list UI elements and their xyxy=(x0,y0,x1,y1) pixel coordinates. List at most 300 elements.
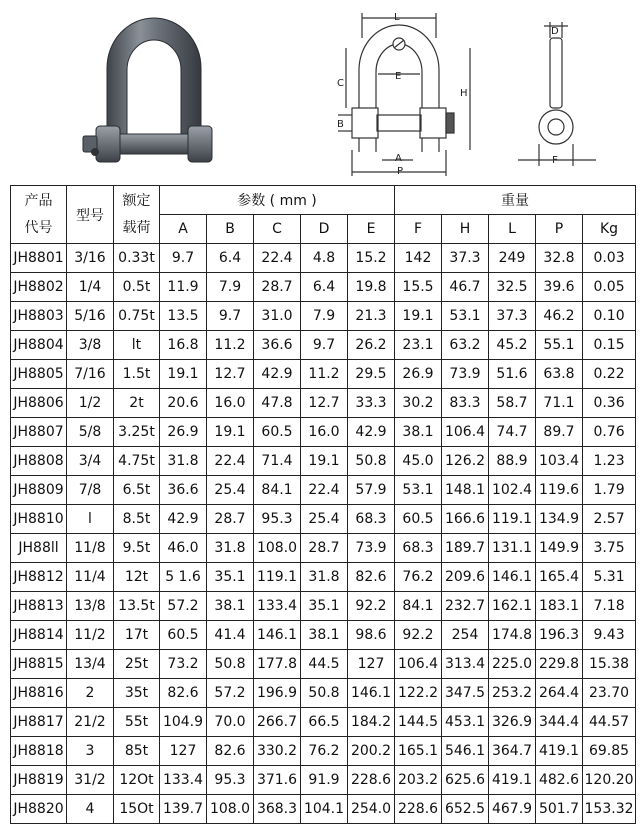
table-cell: 0.76 xyxy=(583,418,636,447)
table-cell: 344.4 xyxy=(536,708,583,737)
table-row xyxy=(11,563,636,592)
table-cell: 20.6 xyxy=(160,389,207,418)
header-rated-load: 额定 载荷 xyxy=(114,186,160,244)
table-cell: 1/4 xyxy=(67,273,114,302)
table-cell: 2 xyxy=(67,679,114,708)
table-cell: 22.4 xyxy=(254,244,301,273)
table-cell: 84.1 xyxy=(395,592,442,621)
table-row xyxy=(11,708,636,737)
table-cell: 8.5t xyxy=(114,505,160,534)
table-cell: 82.6 xyxy=(348,563,395,592)
header-weight-group: 重量 xyxy=(395,186,636,215)
table-cell: 36.6 xyxy=(160,476,207,505)
table-cell: 0.22 xyxy=(583,360,636,389)
table-cell: 42.9 xyxy=(254,360,301,389)
table-cell: 16.0 xyxy=(301,418,348,447)
table-cell: 9.7 xyxy=(160,244,207,273)
table-cell: 15Ot xyxy=(114,795,160,824)
table-cell: 85t xyxy=(114,737,160,766)
table-cell: 253.2 xyxy=(489,679,536,708)
table-row xyxy=(11,592,636,621)
table-cell: 11/8 xyxy=(67,534,114,563)
table-row xyxy=(11,505,636,534)
table-cell: JH8801 xyxy=(11,244,67,273)
table-cell: 44.5 xyxy=(301,650,348,679)
table-cell: 11/4 xyxy=(67,563,114,592)
table-cell: 82.6 xyxy=(160,679,207,708)
table-cell: 92.2 xyxy=(395,621,442,650)
table-cell: 21.3 xyxy=(348,302,395,331)
table-cell: 7.18 xyxy=(583,592,636,621)
table-cell: 73.2 xyxy=(160,650,207,679)
table-cell: 203.2 xyxy=(395,766,442,795)
table-cell: 37.3 xyxy=(442,244,489,273)
table-cell: lt xyxy=(114,331,160,360)
table-cell: 11/2 xyxy=(67,621,114,650)
table-cell: 45.2 xyxy=(489,331,536,360)
table-row xyxy=(11,302,636,331)
table-cell: 482.6 xyxy=(536,766,583,795)
table-cell: 119.6 xyxy=(536,476,583,505)
table-cell: 50.8 xyxy=(348,447,395,476)
table-cell: 38.1 xyxy=(395,418,442,447)
table-cell: 44.57 xyxy=(583,708,636,737)
table-cell: 142 xyxy=(395,244,442,273)
dim-label-d: D xyxy=(551,26,559,37)
table-cell: JH8819 xyxy=(11,766,67,795)
table-cell: 2.57 xyxy=(583,505,636,534)
table-cell: 184.2 xyxy=(348,708,395,737)
table-cell: 71.1 xyxy=(536,389,583,418)
table-cell: 165.1 xyxy=(395,737,442,766)
table-cell: 68.3 xyxy=(395,534,442,563)
table-cell: JH8802 xyxy=(11,273,67,302)
table-cell: 41.4 xyxy=(207,621,254,650)
table-cell: 23.70 xyxy=(583,679,636,708)
table-cell: 47.8 xyxy=(254,389,301,418)
dim-label-c: C xyxy=(337,78,344,89)
table-cell: 91.9 xyxy=(301,766,348,795)
table-cell: 50.8 xyxy=(301,679,348,708)
header-col-c: C xyxy=(254,215,301,244)
table-cell: 89.7 xyxy=(536,418,583,447)
table-cell: 120.20 xyxy=(583,766,636,795)
table-cell: 1.5t xyxy=(114,360,160,389)
table-cell: l xyxy=(67,505,114,534)
table-cell: 9.43 xyxy=(583,621,636,650)
table-cell: 9.5t xyxy=(114,534,160,563)
table-cell: JH8807 xyxy=(11,418,67,447)
table-cell: 42.9 xyxy=(160,505,207,534)
table-cell: 46.7 xyxy=(442,273,489,302)
table-cell: 22.4 xyxy=(301,476,348,505)
table-cell: 103.4 xyxy=(536,447,583,476)
table-cell: 69.85 xyxy=(583,737,636,766)
table-cell: JH8815 xyxy=(11,650,67,679)
table-cell: 264.4 xyxy=(536,679,583,708)
dim-label-e: E xyxy=(395,71,402,82)
table-cell: 19.1 xyxy=(207,418,254,447)
table-row xyxy=(11,273,636,302)
header-col-kg: Kg xyxy=(583,215,636,244)
table-cell: 139.7 xyxy=(160,795,207,824)
table-cell: 12.7 xyxy=(301,389,348,418)
table-cell: 55t xyxy=(114,708,160,737)
table-row xyxy=(11,389,636,418)
table-cell: 71.4 xyxy=(254,447,301,476)
table-cell: 0.03 xyxy=(583,244,636,273)
table-cell: 13/4 xyxy=(67,650,114,679)
table-cell: 31.8 xyxy=(207,534,254,563)
table-cell: 53.1 xyxy=(442,302,489,331)
table-cell: 15.5 xyxy=(395,273,442,302)
table-cell: 6.4 xyxy=(207,244,254,273)
table-cell: 371.6 xyxy=(254,766,301,795)
table-cell: 25.4 xyxy=(207,476,254,505)
table-cell: JH8809 xyxy=(11,476,67,505)
table-cell: 46.2 xyxy=(536,302,583,331)
table-cell: 0.33t xyxy=(114,244,160,273)
table-cell: 119.1 xyxy=(254,563,301,592)
table-cell: 57.2 xyxy=(207,679,254,708)
table-row xyxy=(11,476,636,505)
table-cell: 126.2 xyxy=(442,447,489,476)
table-cell: 21/2 xyxy=(67,708,114,737)
header-params-group: 参数 ( mm ) xyxy=(160,186,395,215)
table-cell: JH8810 xyxy=(11,505,67,534)
table-cell: 266.7 xyxy=(254,708,301,737)
table-cell: 26.9 xyxy=(395,360,442,389)
table-cell: 12.7 xyxy=(207,360,254,389)
table-cell: 15.2 xyxy=(348,244,395,273)
table-cell: 19.8 xyxy=(348,273,395,302)
table-cell: 66.5 xyxy=(301,708,348,737)
table-cell: 5/8 xyxy=(67,418,114,447)
table-cell: 0.5t xyxy=(114,273,160,302)
table-row xyxy=(11,737,636,766)
table-cell: 68.3 xyxy=(348,505,395,534)
table-cell: 254 xyxy=(442,621,489,650)
table-cell: JH8817 xyxy=(11,708,67,737)
table-cell: 368.3 xyxy=(254,795,301,824)
table-cell: 13.5t xyxy=(114,592,160,621)
table-cell: JH8808 xyxy=(11,447,67,476)
table-cell: 3.25t xyxy=(114,418,160,447)
header-col-l: L xyxy=(489,215,536,244)
table-cell: 1.79 xyxy=(583,476,636,505)
table-cell: 104.9 xyxy=(160,708,207,737)
table-cell: 9.7 xyxy=(301,331,348,360)
table-cell: 73.9 xyxy=(348,534,395,563)
table-cell: 3.75 xyxy=(583,534,636,563)
table-cell: 127 xyxy=(160,737,207,766)
table-cell: 26.2 xyxy=(348,331,395,360)
table-cell: 133.4 xyxy=(160,766,207,795)
table-cell: JH8804 xyxy=(11,331,67,360)
table-cell: 3/4 xyxy=(67,447,114,476)
table-cell: 17t xyxy=(114,621,160,650)
table-cell: 149.9 xyxy=(536,534,583,563)
table-cell: 6.5t xyxy=(114,476,160,505)
table-cell: 200.2 xyxy=(348,737,395,766)
table-cell: 57.9 xyxy=(348,476,395,505)
table-cell: 31.8 xyxy=(160,447,207,476)
table-row xyxy=(11,418,636,447)
table-cell: 11.9 xyxy=(160,273,207,302)
table-cell: 70.0 xyxy=(207,708,254,737)
table-cell: 5/16 xyxy=(67,302,114,331)
table-cell: 625.6 xyxy=(442,766,489,795)
table-cell: JH8816 xyxy=(11,679,67,708)
table-cell: 38.1 xyxy=(207,592,254,621)
table-cell: 146.1 xyxy=(348,679,395,708)
table-cell: 6.4 xyxy=(301,273,348,302)
table-cell: 652.5 xyxy=(442,795,489,824)
table-cell: 127 xyxy=(348,650,395,679)
table-cell: 174.8 xyxy=(489,621,536,650)
table-cell: 63.8 xyxy=(536,360,583,389)
header-col-e: E xyxy=(348,215,395,244)
table-cell: 134.9 xyxy=(536,505,583,534)
table-cell: JH88ll xyxy=(11,534,67,563)
table-cell: 16.8 xyxy=(160,331,207,360)
table-cell: 73.9 xyxy=(442,360,489,389)
table-cell: 45.0 xyxy=(395,447,442,476)
table-cell: 148.1 xyxy=(442,476,489,505)
dim-label-h: H xyxy=(460,88,468,99)
dimension-drawing-side xyxy=(518,22,596,166)
table-cell: 98.6 xyxy=(348,621,395,650)
table-cell: 25t xyxy=(114,650,160,679)
table-row xyxy=(11,534,636,563)
table-cell: 9.7 xyxy=(207,302,254,331)
table-cell: 7.9 xyxy=(301,302,348,331)
table-cell: 501.7 xyxy=(536,795,583,824)
table-cell: 133.4 xyxy=(254,592,301,621)
table-row xyxy=(11,650,636,679)
table-cell: 347.5 xyxy=(442,679,489,708)
table-cell: 0.36 xyxy=(583,389,636,418)
dim-label-f: F xyxy=(552,155,558,166)
table-body xyxy=(11,244,636,824)
table-cell: 144.5 xyxy=(395,708,442,737)
header-row-1 xyxy=(11,186,636,215)
table-cell: 419.1 xyxy=(536,737,583,766)
table-cell: 33.3 xyxy=(348,389,395,418)
dim-label-l: L xyxy=(394,12,400,23)
table-cell: 60.5 xyxy=(254,418,301,447)
table-cell: JH8803 xyxy=(11,302,67,331)
table-cell: 88.9 xyxy=(489,447,536,476)
table-cell: 0.05 xyxy=(583,273,636,302)
table-cell: 7.9 xyxy=(207,273,254,302)
table-cell: 50.8 xyxy=(207,650,254,679)
header-col-f: F xyxy=(395,215,442,244)
table-row xyxy=(11,244,636,273)
dim-label-b: B xyxy=(337,119,344,130)
table-cell: 95.3 xyxy=(254,505,301,534)
table-cell: 108.0 xyxy=(254,534,301,563)
table-cell: 7/8 xyxy=(67,476,114,505)
table-cell: JH8805 xyxy=(11,360,67,389)
table-cell: 92.2 xyxy=(348,592,395,621)
table-cell: 39.6 xyxy=(536,273,583,302)
table-cell: 183.1 xyxy=(536,592,583,621)
table-cell: 104.1 xyxy=(301,795,348,824)
table-cell: 42.9 xyxy=(348,418,395,447)
table-cell: 5.31 xyxy=(583,563,636,592)
dim-label-p: P xyxy=(397,166,404,177)
table-cell: 95.3 xyxy=(207,766,254,795)
table-cell: 3 xyxy=(67,737,114,766)
table-cell: 153.32 xyxy=(583,795,636,824)
table-cell: 32.5 xyxy=(489,273,536,302)
spec-table xyxy=(10,185,636,824)
table-cell: 4.8 xyxy=(301,244,348,273)
table-cell: 23.1 xyxy=(395,331,442,360)
header-col-h: H xyxy=(442,215,489,244)
table-cell: 467.9 xyxy=(489,795,536,824)
table-cell: 1/2 xyxy=(67,389,114,418)
table-cell: 313.4 xyxy=(442,650,489,679)
table-cell: 249 xyxy=(489,244,536,273)
table-cell: 330.2 xyxy=(254,737,301,766)
table-cell: 25.4 xyxy=(301,505,348,534)
table-row xyxy=(11,766,636,795)
table-cell: 31.0 xyxy=(254,302,301,331)
table-cell: 102.4 xyxy=(489,476,536,505)
table-cell: 177.8 xyxy=(254,650,301,679)
table-cell: 46.0 xyxy=(160,534,207,563)
table-cell: 55.1 xyxy=(536,331,583,360)
table-cell: 51.6 xyxy=(489,360,536,389)
table-cell: 106.4 xyxy=(395,650,442,679)
table-cell: 165.4 xyxy=(536,563,583,592)
header-col-p: P xyxy=(536,215,583,244)
table-cell: 19.1 xyxy=(160,360,207,389)
table-cell: JH8812 xyxy=(11,563,67,592)
table-cell: 3/8 xyxy=(67,331,114,360)
table-cell: 36.6 xyxy=(254,331,301,360)
table-cell: 30.2 xyxy=(395,389,442,418)
table-cell: JH8820 xyxy=(11,795,67,824)
table-cell: 19.1 xyxy=(301,447,348,476)
table-cell: 228.6 xyxy=(348,766,395,795)
table-cell: 19.1 xyxy=(395,302,442,331)
table-cell: 11.2 xyxy=(301,360,348,389)
table-cell: 13.5 xyxy=(160,302,207,331)
table-cell: 326.9 xyxy=(489,708,536,737)
table-cell: 196.9 xyxy=(254,679,301,708)
table-cell: 7/16 xyxy=(67,360,114,389)
table-cell: 28.7 xyxy=(301,534,348,563)
table-cell: 189.7 xyxy=(442,534,489,563)
table-cell: 58.7 xyxy=(489,389,536,418)
table-cell: 225.0 xyxy=(489,650,536,679)
table-cell: 12Ot xyxy=(114,766,160,795)
table-cell: 108.0 xyxy=(207,795,254,824)
table-cell: 4.75t xyxy=(114,447,160,476)
table-row xyxy=(11,360,636,389)
table-cell: 53.1 xyxy=(395,476,442,505)
table-cell: 26.9 xyxy=(160,418,207,447)
table-cell: 254.0 xyxy=(348,795,395,824)
table-cell: 166.6 xyxy=(442,505,489,534)
table-cell: 232.7 xyxy=(442,592,489,621)
table-cell: 131.1 xyxy=(489,534,536,563)
table-cell: 106.4 xyxy=(442,418,489,447)
table-cell: 11.2 xyxy=(207,331,254,360)
table-cell: 162.1 xyxy=(489,592,536,621)
table-cell: 37.3 xyxy=(489,302,536,331)
table-cell: 0.15 xyxy=(583,331,636,360)
table-cell: 146.1 xyxy=(489,563,536,592)
table-cell: 84.1 xyxy=(254,476,301,505)
table-cell: 28.7 xyxy=(254,273,301,302)
table-cell: 31.8 xyxy=(301,563,348,592)
table-cell: 364.7 xyxy=(489,737,536,766)
table-cell: 2t xyxy=(114,389,160,418)
table-cell: 28.7 xyxy=(207,505,254,534)
header-col-b: B xyxy=(207,215,254,244)
table-cell: 228.6 xyxy=(395,795,442,824)
product-figures xyxy=(0,0,641,183)
table-cell: 3/16 xyxy=(67,244,114,273)
table-cell: 146.1 xyxy=(254,621,301,650)
table-cell: 0.75t xyxy=(114,302,160,331)
table-cell: 35.1 xyxy=(301,592,348,621)
table-cell: 83.3 xyxy=(442,389,489,418)
table-cell: 13/8 xyxy=(67,592,114,621)
header-model: 型号 xyxy=(67,186,114,244)
table-cell: 16.0 xyxy=(207,389,254,418)
table-cell: 35t xyxy=(114,679,160,708)
table-cell: 12t xyxy=(114,563,160,592)
shackle-photo xyxy=(83,18,212,162)
table-cell: 209.6 xyxy=(442,563,489,592)
table-cell: JH8813 xyxy=(11,592,67,621)
table-row xyxy=(11,795,636,824)
table-cell: 1.23 xyxy=(583,447,636,476)
dim-label-a: A xyxy=(395,153,402,164)
table-cell: 22.4 xyxy=(207,447,254,476)
table-row xyxy=(11,447,636,476)
table-cell: 60.5 xyxy=(395,505,442,534)
table-cell: 74.7 xyxy=(489,418,536,447)
table-cell: 419.1 xyxy=(489,766,536,795)
dimension-drawing-front xyxy=(338,13,470,176)
table-cell: 15.38 xyxy=(583,650,636,679)
header-col-d: D xyxy=(301,215,348,244)
table-row xyxy=(11,679,636,708)
table-cell: 196.3 xyxy=(536,621,583,650)
header-product-code: 产品 代号 xyxy=(11,186,67,244)
table-cell: 63.2 xyxy=(442,331,489,360)
table-cell: 57.2 xyxy=(160,592,207,621)
table-cell: JH8806 xyxy=(11,389,67,418)
table-cell: 35.1 xyxy=(207,563,254,592)
table-row xyxy=(11,331,636,360)
table-cell: 546.1 xyxy=(442,737,489,766)
table-cell: 119.1 xyxy=(489,505,536,534)
table-cell: 122.2 xyxy=(395,679,442,708)
table-cell: 82.6 xyxy=(207,737,254,766)
table-cell: 29.5 xyxy=(348,360,395,389)
table-cell: 453.1 xyxy=(442,708,489,737)
table-cell: 0.10 xyxy=(583,302,636,331)
header-col-a: A xyxy=(160,215,207,244)
table-cell: 4 xyxy=(67,795,114,824)
